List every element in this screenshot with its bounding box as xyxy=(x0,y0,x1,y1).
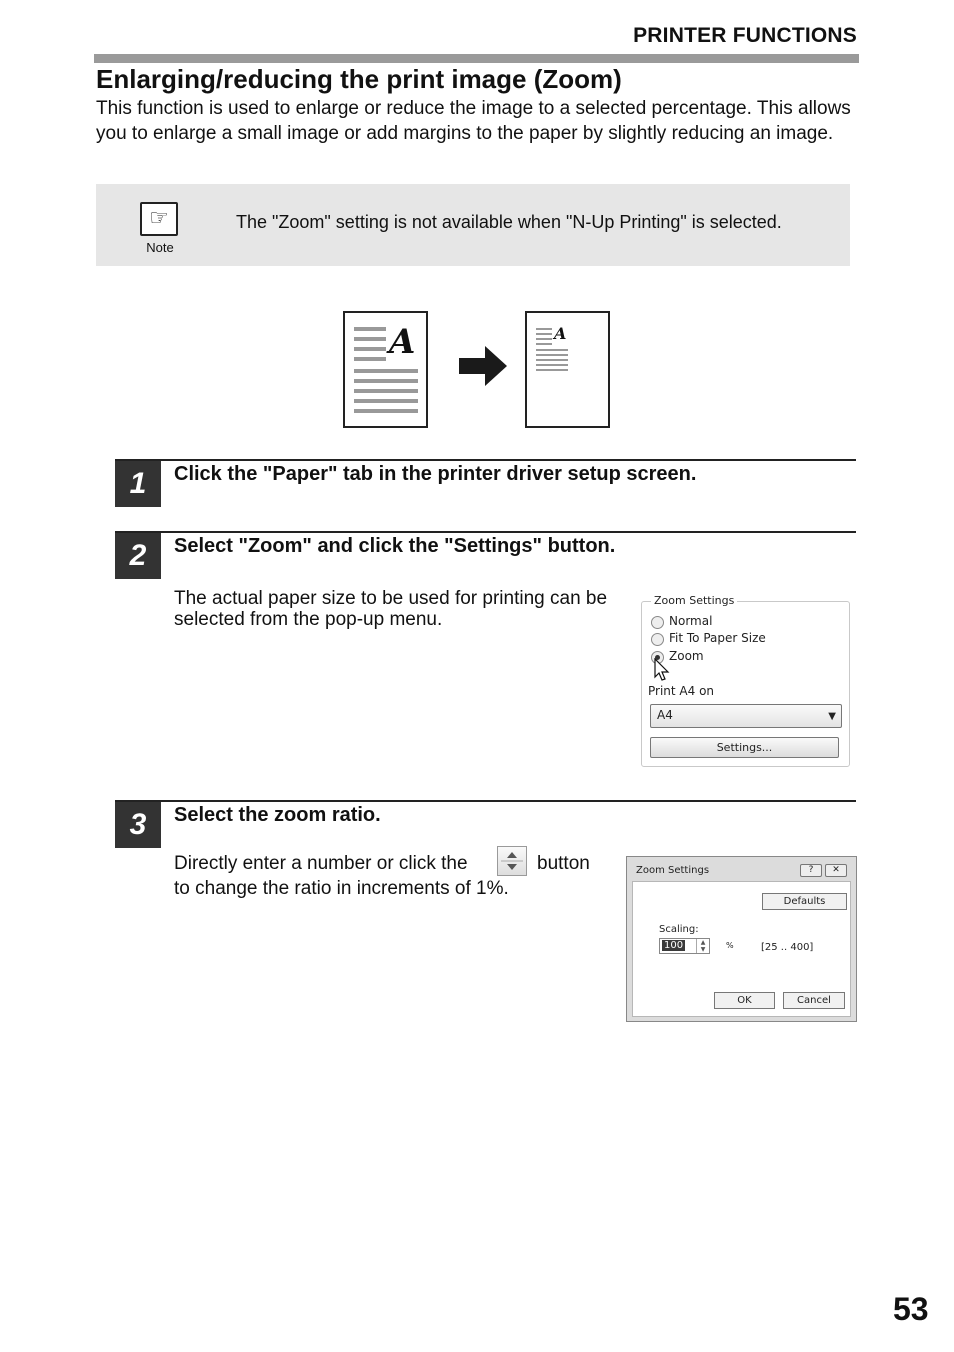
dialog-title: Zoom Settings xyxy=(636,865,710,876)
step-3-rule xyxy=(115,800,856,802)
note-box xyxy=(96,184,850,266)
scaling-spin-icon[interactable]: ▲ ▼ xyxy=(696,939,709,953)
defaults-button[interactable]: Defaults xyxy=(762,893,847,910)
radio-normal-label: Normal xyxy=(669,614,713,628)
help-button[interactable]: ? xyxy=(800,864,822,877)
scaling-label: Scaling: xyxy=(659,924,699,935)
step-1-title: Click the "Paper" tab in the printer driver setup screen. xyxy=(174,463,697,485)
chevron-down-icon: ▼ xyxy=(828,711,836,722)
scaling-input[interactable] xyxy=(659,938,710,954)
settings-button[interactable]: Settings... xyxy=(650,737,839,758)
scaling-range: [25 .. 400] xyxy=(761,942,814,953)
letter-glyph-large: A xyxy=(389,322,416,362)
zoom-settings-dialog xyxy=(626,856,857,1022)
step-3-body-line2: to change the ratio in increments of 1%. xyxy=(174,878,509,899)
cancel-button[interactable]: Cancel xyxy=(783,992,845,1009)
radio-fit-to-paper-size-label: Fit To Paper Size xyxy=(669,631,766,645)
step-1-rule xyxy=(115,459,856,461)
paper-size-value: A4 xyxy=(657,708,673,722)
spin-button-icon xyxy=(497,846,527,876)
pointing-hand-icon: ☞ xyxy=(140,202,178,236)
radio-zoom-label: Zoom xyxy=(669,649,704,663)
page-number: 53 xyxy=(893,1291,929,1327)
step-3-body-line1-end: button xyxy=(537,853,590,874)
print-on-label: Print A4 on xyxy=(648,684,715,698)
scaling-value: 100 xyxy=(664,940,684,951)
ok-button[interactable]: OK xyxy=(714,992,775,1009)
reduced-page-illustration xyxy=(525,311,610,428)
zoom-settings-group-title: Zoom Settings xyxy=(651,594,737,607)
paper-size-select[interactable] xyxy=(650,704,842,728)
page-title: Enlarging/reducing the print image (Zoom) xyxy=(96,64,622,94)
scaling-unit: % xyxy=(726,941,734,950)
arrow-right-icon xyxy=(459,346,507,386)
intro-paragraph: This function is used to enlarge or reduce the image to a selected percentage. This allows you to enlarge a small image or add margins to the paper by slightly reducing an image. xyxy=(96,98,851,144)
zoom-settings-panel xyxy=(641,594,850,767)
letter-glyph-small: A xyxy=(554,324,567,343)
header-rule xyxy=(94,54,859,63)
radio-normal[interactable] xyxy=(651,616,664,629)
note-text: The "Zoom" setting is not available when "N-Up Printing" is selected. xyxy=(236,212,782,232)
dialog-body xyxy=(632,881,851,1017)
mouse-cursor-icon xyxy=(654,658,670,682)
step-2-title: Select "Zoom" and click the "Settings" button. xyxy=(174,535,616,557)
close-icon[interactable]: ✕ xyxy=(825,864,847,877)
radio-fit-to-paper-size[interactable] xyxy=(651,633,664,646)
step-3-body-line1-start: Directly enter a number or click the xyxy=(174,853,468,874)
step-2-number: 2 xyxy=(115,533,161,579)
step-2-body: The actual paper size to be used for printing can be selected from the pop-up menu. xyxy=(174,588,608,630)
section-header: PRINTER FUNCTIONS xyxy=(633,24,857,47)
step-2-rule xyxy=(115,531,856,533)
step-3-title: Select the zoom ratio. xyxy=(174,804,381,826)
step-1-number: 1 xyxy=(115,461,161,507)
note-label: Note xyxy=(146,240,174,255)
step-3-number: 3 xyxy=(115,802,161,848)
original-page-illustration xyxy=(343,311,428,428)
